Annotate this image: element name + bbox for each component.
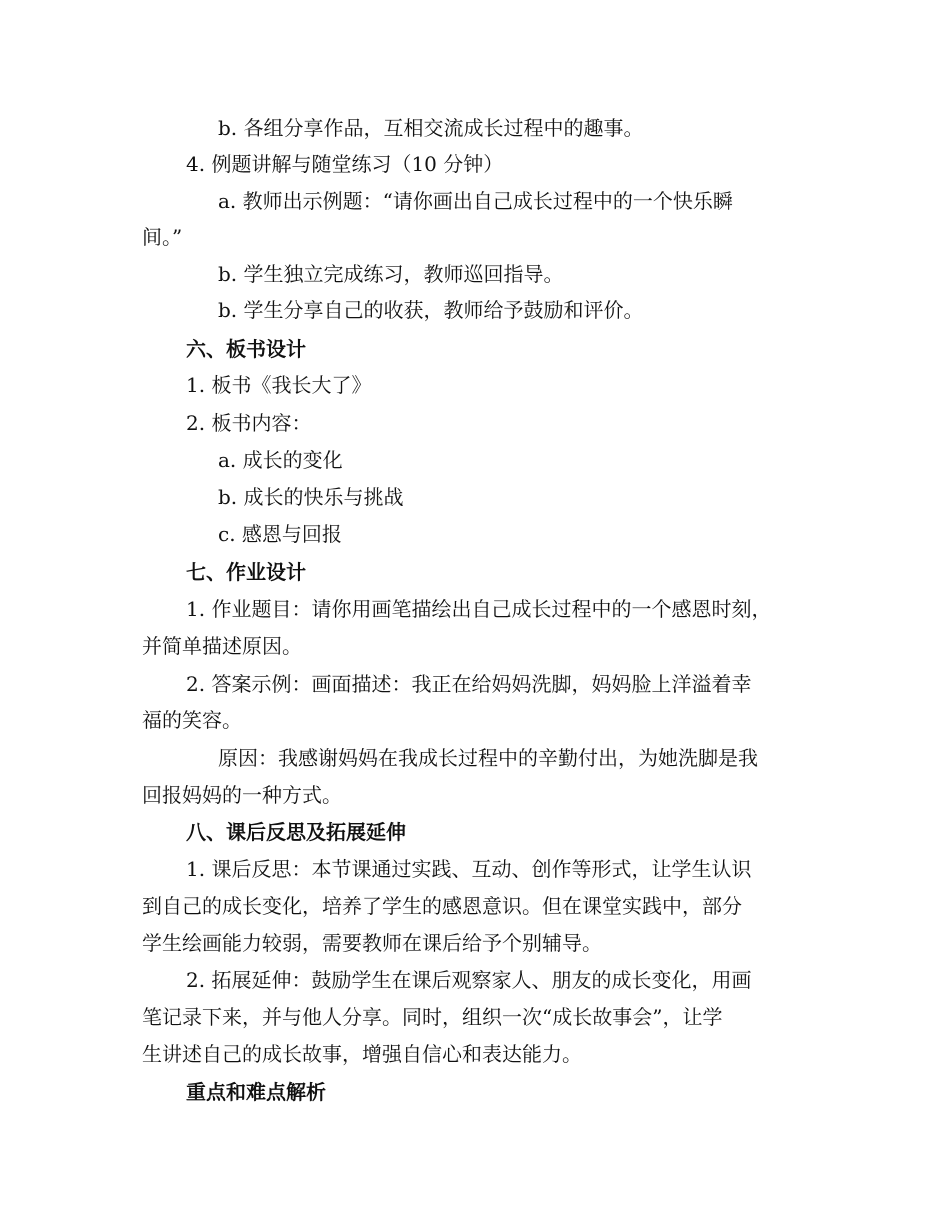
section-heading: 六、板书设计 [186,337,306,361]
text-line: 2. 拓展延伸：鼓励学生在课后观察家人、朋友的成长变化，用画 [186,968,752,992]
text-line: 回报妈妈的一种方式。 [142,783,342,807]
text-line: 2. 答案示例：画面描述：我正在给妈妈洗脚，妈妈脸上洋溢着幸 [186,672,752,696]
text-line: b. 各组分享作品，互相交流成长过程中的趣事。 [218,116,644,140]
text-line: 并简单描述原因。 [142,634,302,658]
text-line: 福的笑容。 [142,708,242,732]
text-line: 2. 板书内容： [186,411,312,435]
text-line: 生讲述自己的成长故事，增强自信心和表达能力。 [142,1042,582,1066]
text-line: 原因：我感谢妈妈在我成长过程中的辛勤付出，为她洗脚是我 [218,746,758,770]
text-line: 笔记录下来，并与他人分享。同时，组织一次“成长故事会”，让学 [142,1005,723,1029]
text-line: a. 成长的变化 [218,448,343,472]
section-heading: 重点和难点解析 [186,1080,326,1104]
text-line: 1. 课后反思：本节课通过实践、互动、创作等形式，让学生认识 [186,857,752,881]
text-line: 间。” [142,225,183,249]
section-heading: 八、课后反思及拓展延伸 [186,820,406,844]
text-line: a. 教师出示例题：“请你画出自己成长过程中的一个快乐瞬 [218,189,733,213]
text-line: b. 学生独立完成练习，教师巡回指导。 [218,262,564,286]
text-line: b. 成长的快乐与挑战 [218,485,404,509]
text-line: c. 感恩与回报 [218,522,342,546]
text-line: 1. 板书《我长大了》 [186,373,372,397]
text-line: 学生绘画能力较弱，需要教师在课后给予个别辅导。 [142,931,602,955]
section-heading: 七、作业设计 [186,560,306,584]
text-line: 1. 作业题目：请你用画笔描绘出自己成长过程中的一个感恩时刻， [186,597,772,621]
text-line: 到自己的成长变化，培养了学生的感恩意识。但在课堂实践中，部分 [142,894,742,918]
text-line: b. 学生分享自己的收获，教师给予鼓励和评价。 [218,298,644,322]
text-line: 4. 例题讲解与随堂练习（10 分钟） [186,152,504,176]
